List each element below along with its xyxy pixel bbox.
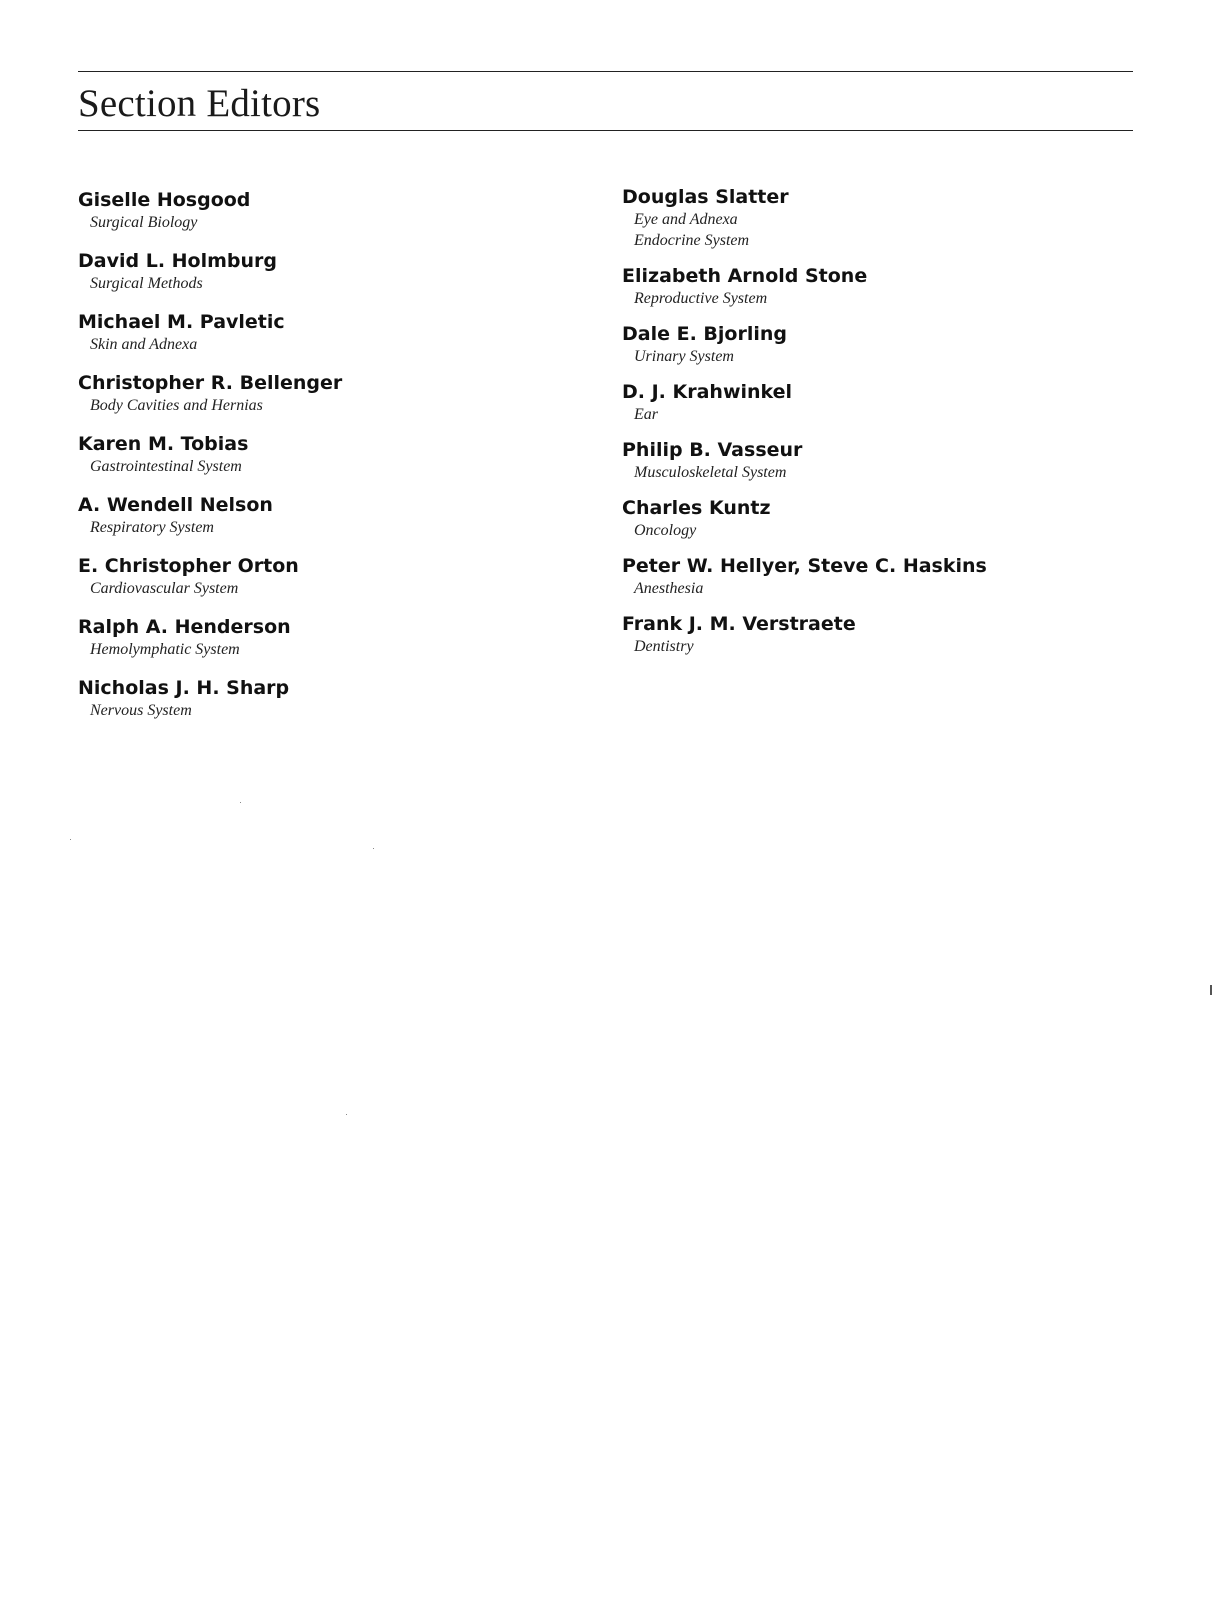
section-name: Gastrointestinal System bbox=[90, 458, 242, 475]
section-name: Dentistry bbox=[634, 638, 694, 655]
editor-name: Michael M. Pavletic bbox=[78, 311, 285, 333]
editor-name: Douglas Slatter bbox=[622, 186, 789, 208]
editor-name: Christopher R. Bellenger bbox=[78, 372, 343, 394]
editor-entry bbox=[78, 188, 342, 249]
editor-name: Ralph A. Henderson bbox=[78, 616, 291, 638]
section-name: Musculoskeletal System bbox=[634, 464, 787, 481]
editor-name: E. Christopher Orton bbox=[78, 555, 299, 577]
section-name: Ear bbox=[634, 406, 658, 423]
editor-name: David L. Holmburg bbox=[78, 250, 278, 272]
editor-entry bbox=[622, 438, 987, 496]
section-name: Surgical Biology bbox=[90, 214, 198, 231]
section-name: Cardiovascular System bbox=[90, 580, 239, 597]
editor-name: A. Wendell Nelson bbox=[78, 494, 273, 516]
section-name: Eye and Adnexa bbox=[634, 211, 738, 228]
section-name: Reproductive System bbox=[634, 290, 768, 307]
section-name: Hemolymphatic System bbox=[90, 641, 240, 658]
editor-entry bbox=[622, 496, 987, 554]
editor-entry bbox=[78, 554, 342, 615]
section-name: Surgical Methods bbox=[90, 275, 203, 292]
scan-edge-mark bbox=[1210, 985, 1212, 995]
editor-entry bbox=[78, 615, 342, 676]
section-name: Anesthesia bbox=[634, 580, 704, 597]
editor-name: Frank J. M. Verstraete bbox=[622, 613, 856, 635]
editor-list-right bbox=[622, 185, 987, 670]
page-title: Section Editors bbox=[78, 82, 321, 125]
editor-list-left bbox=[78, 188, 342, 737]
editor-name: Giselle Hosgood bbox=[78, 189, 251, 211]
section-name: Oncology bbox=[634, 522, 697, 539]
editor-name: D. J. Krahwinkel bbox=[622, 381, 793, 403]
editor-entry bbox=[78, 371, 342, 432]
editor-entry bbox=[622, 264, 987, 322]
section-name: Skin and Adnexa bbox=[90, 336, 198, 353]
header-rule-bottom bbox=[78, 130, 1133, 131]
editor-entry bbox=[78, 676, 342, 737]
scan-speck bbox=[373, 848, 374, 849]
editor-entry bbox=[622, 380, 987, 438]
editor-entry bbox=[78, 249, 342, 310]
section-name: Urinary System bbox=[634, 348, 734, 365]
editor-entry bbox=[622, 322, 987, 380]
editor-name: Charles Kuntz bbox=[622, 497, 771, 519]
section-name: Body Cavities and Hernias bbox=[90, 397, 263, 414]
editor-name: Nicholas J. H. Sharp bbox=[78, 677, 290, 699]
editor-name: Elizabeth Arnold Stone bbox=[622, 265, 868, 287]
header-rule-top bbox=[78, 71, 1133, 72]
section-name: Endocrine System bbox=[634, 232, 750, 249]
scan-speck bbox=[240, 802, 241, 803]
editor-entry bbox=[78, 493, 342, 554]
editor-entry bbox=[622, 185, 987, 264]
editor-name: Karen M. Tobias bbox=[78, 433, 249, 455]
scan-speck bbox=[70, 839, 71, 840]
section-name: Nervous System bbox=[90, 702, 192, 719]
editor-entry bbox=[622, 554, 987, 612]
editor-name: Peter W. Hellyer, Steve C. Haskins bbox=[622, 555, 987, 577]
section-name: Respiratory System bbox=[90, 519, 214, 536]
editor-entry bbox=[622, 612, 987, 670]
scan-speck bbox=[346, 1114, 347, 1115]
editor-name: Dale E. Bjorling bbox=[622, 323, 787, 345]
editor-entry bbox=[78, 310, 342, 371]
editor-name: Philip B. Vasseur bbox=[622, 439, 803, 461]
editor-entry bbox=[78, 432, 342, 493]
